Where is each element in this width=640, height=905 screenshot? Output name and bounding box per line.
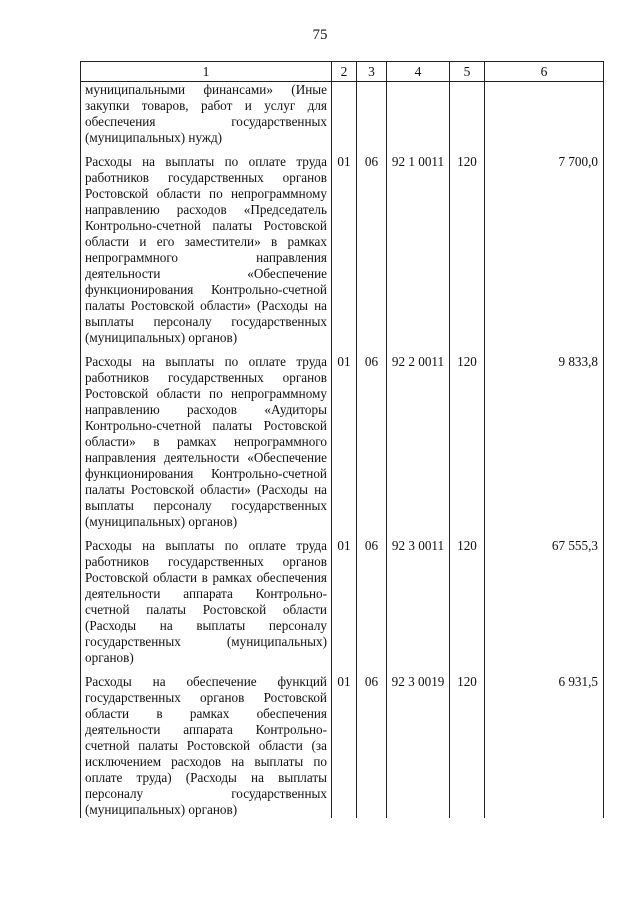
row-description: Расходы на выплаты по оплате труда работников государственных органов Ростовской области по непрограммному направлению расходов «Аудиторы Контрольно-счетной палаты Ростовской области» в рамках непрограммного направления деятельности «Обеспечение функционирования Контрольно-счетной палаты Ростовской области» (Расходы на выплаты персоналу государственных (муниципальных) органов): [81, 354, 332, 530]
budget-table: [80, 61, 604, 818]
continuation-row: [81, 82, 604, 147]
header-col-6: 6: [485, 62, 604, 82]
row-expense-type: 120: [450, 538, 485, 666]
row-description: Расходы на обеспечение функций государственных органов Ростовской области в рамках обеспечения деятельности аппарата Контрольно-счетной палаты Ростовской области (за исключением расходов на выплаты по оплате труда) (Расходы на выплаты персоналу государственных (муниципальных) органов): [81, 674, 332, 818]
row-section: 01: [332, 154, 357, 346]
row-expense-type: 120: [450, 354, 485, 530]
table-body: [81, 82, 604, 819]
row-section: 01: [332, 674, 357, 818]
header-col-4: 4: [387, 62, 450, 82]
row-amount: 67 555,3: [485, 538, 604, 666]
header-col-5: 5: [450, 62, 485, 82]
row-section: 01: [332, 538, 357, 666]
row-amount: 9 833,8: [485, 354, 604, 530]
row-target-article: 92 3 0019: [387, 674, 450, 818]
row-amount: 6 931,5: [485, 674, 604, 818]
header-col-3: 3: [357, 62, 387, 82]
row-description: Расходы на выплаты по оплате труда работников государственных органов Ростовской области в рамках обеспечения деятельности аппарата Контрольно-счетной палаты Ростовской области (Расходы на выплаты персоналу государственных (муниципальных) органов): [81, 538, 332, 666]
table-row: [81, 674, 604, 818]
row-expense-type: 120: [450, 154, 485, 346]
header-col-2: 2: [332, 62, 357, 82]
continuation-text: муниципальными финансами» (Иные закупки товаров, работ и услуг для обеспечения государственных (муниципальных) нужд): [81, 82, 332, 147]
page-number: 75: [312, 27, 328, 43]
row-target-article: 92 2 0011: [387, 354, 450, 530]
row-target-article: 92 1 0011: [387, 154, 450, 346]
row-subsection: 06: [357, 538, 387, 666]
table-row: [81, 354, 604, 530]
row-amount: 7 700,0: [485, 154, 604, 346]
row-description: Расходы на выплаты по оплате труда работников государственных органов Ростовской области по непрограммному направлению расходов «Председатель Контрольно-счетной палаты Ростовской области и его заместители» в рамках непрограммного направления деятельности «Обеспечение функционирования Контрольно-счетной палаты Ростовской области» (Расходы на выплаты персоналу государственных (муниципальных) органов): [81, 154, 332, 346]
header-row: [81, 62, 604, 82]
row-subsection: 06: [357, 354, 387, 530]
header-col-1: 1: [81, 62, 332, 82]
table-row: [81, 154, 604, 346]
table-header: [81, 62, 604, 82]
table-row: [81, 538, 604, 666]
row-expense-type: 120: [450, 674, 485, 818]
row-target-article: 92 3 0011: [387, 538, 450, 666]
row-section: 01: [332, 354, 357, 530]
row-subsection: 06: [357, 154, 387, 346]
row-subsection: 06: [357, 674, 387, 818]
